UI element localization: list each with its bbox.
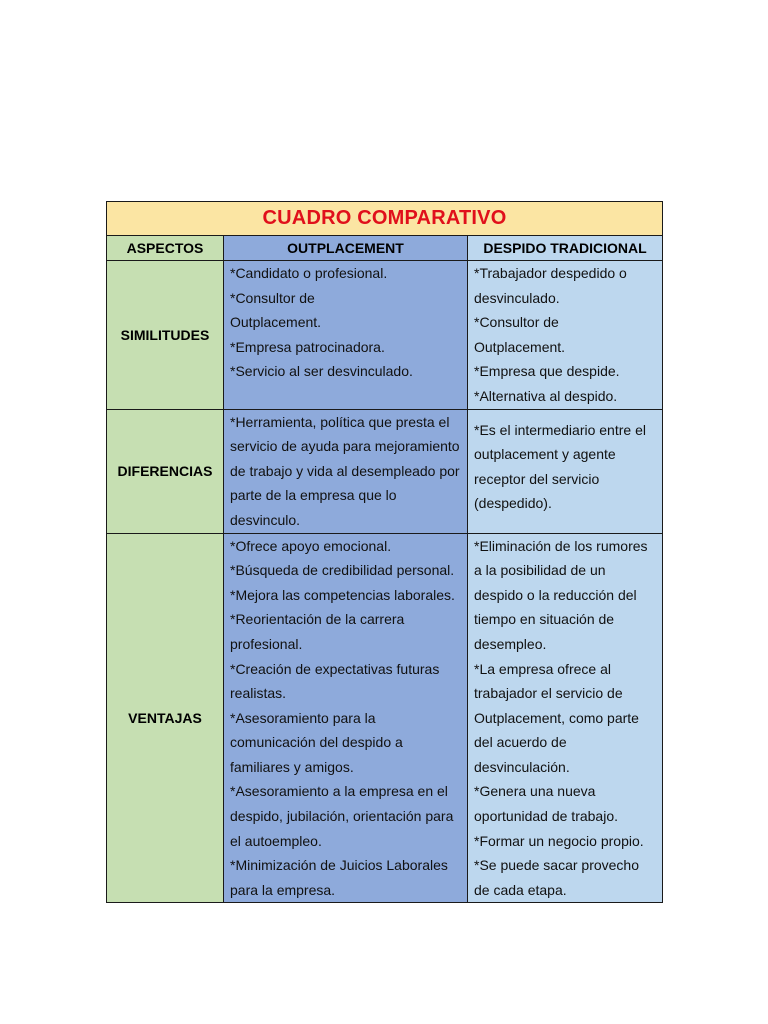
cell-line: *Asesoramiento para la: [230, 709, 376, 726]
cell-line: *Ofrece apoyo emocional.: [230, 537, 392, 554]
cell-line: del acuerdo de: [474, 734, 567, 751]
cell-line: despido o la reducción del: [474, 586, 637, 603]
outplacement-similitudes: [224, 261, 468, 410]
cell-line: despido, jubilación, orientación para: [230, 808, 454, 825]
cell-line: *Minimización de Juicios Laborales: [230, 857, 448, 874]
cell-line: Outplacement.: [474, 338, 566, 355]
comparison-table: [106, 201, 663, 903]
cell-line: outplacement y agente: [474, 446, 616, 463]
header-row: [107, 236, 663, 261]
cell-line: parte de la empresa que lo: [230, 487, 397, 504]
cell-line: *Mejora las competencias laborales.: [230, 586, 455, 603]
cell-line: desvinculado.: [474, 289, 560, 306]
cell-line: *Candidato o profesional.: [230, 265, 388, 281]
cell-line: realistas.: [230, 685, 287, 702]
aspect-ventajas: VENTAJAS: [107, 533, 224, 903]
cell-line: el autoempleo.: [230, 832, 322, 849]
cell-line: *Servicio al ser desvinculado.: [230, 363, 413, 380]
cell-line: comunicación del despido a: [230, 734, 403, 751]
aspect-diferencias: DIFERENCIAS: [107, 409, 224, 533]
cell-line: *Alternativa al despido.: [474, 387, 618, 404]
cell-line: a la posibilidad de un: [474, 562, 606, 579]
despido-similitudes: [468, 261, 663, 410]
cell-line: de cada etapa.: [474, 881, 567, 898]
cell-line: *Asesoramiento a la empresa en el: [230, 783, 448, 800]
cell-line: *Empresa patrocinadora.: [230, 338, 385, 355]
cell-line: receptor del servicio: [474, 470, 600, 487]
aspect-similitudes: SIMILITUDES: [107, 261, 224, 410]
cell-line: *Creación de expectativas futuras: [230, 660, 440, 677]
outplacement-ventajas: [224, 533, 468, 903]
cell-line: *Reorientación de la carrera: [230, 611, 405, 628]
cell-line: *Trabajador despedido o: [474, 265, 627, 281]
header-aspectos: ASPECTOS: [107, 236, 224, 261]
cell-line: de trabajo y vida al desempleado por: [230, 462, 460, 479]
cell-line: familiares y amigos.: [230, 758, 354, 775]
despido-diferencias: [468, 409, 663, 533]
despido-ventajas: [468, 533, 663, 903]
cell-line: para la empresa.: [230, 881, 336, 898]
cell-line: *Herramienta, política que presta el: [230, 413, 450, 430]
cell-line: tiempo en situación de: [474, 611, 615, 628]
row-diferencias: [107, 409, 663, 533]
cell-line: *Genera una nueva: [474, 783, 596, 800]
cell-line: Outplacement.: [230, 314, 322, 331]
row-similitudes: [107, 261, 663, 410]
cell-line: trabajador el servicio de: [474, 685, 623, 702]
header-outplacement: OUTPLACEMENT: [224, 236, 468, 261]
cell-line: *Consultor de: [230, 289, 315, 306]
header-despido-tradicional: DESPIDO TRADICIONAL: [468, 236, 663, 261]
cell-line: *Empresa que despide.: [474, 363, 620, 380]
cell-line: *Consultor de: [474, 314, 559, 331]
cell-line: oportunidad de trabajo.: [474, 808, 618, 825]
cell-line: desvinculo.: [230, 511, 301, 528]
cell-line: (despedido).: [474, 495, 552, 512]
cell-line: *Eliminación de los rumores: [474, 537, 648, 554]
cell-line: *Búsqueda de credibilidad personal.: [230, 562, 455, 579]
cell-line: *Se puede sacar provecho: [474, 857, 639, 874]
table-title: CUADRO COMPARATIVO: [107, 202, 663, 236]
outplacement-diferencias: [224, 409, 468, 533]
cell-line: *La empresa ofrece al: [474, 660, 611, 677]
cell-line: *Formar un negocio propio.: [474, 832, 644, 849]
cell-line: servicio de ayuda para mejoramiento: [230, 438, 460, 455]
cell-line: desempleo.: [474, 635, 547, 652]
title-row: [107, 202, 663, 236]
cell-line: *Es el intermediario entre el: [474, 421, 646, 438]
cell-line: profesional.: [230, 635, 303, 652]
cell-line: desvinculación.: [474, 758, 570, 775]
row-ventajas: [107, 533, 663, 903]
cell-line: Outplacement, como parte: [474, 709, 639, 726]
